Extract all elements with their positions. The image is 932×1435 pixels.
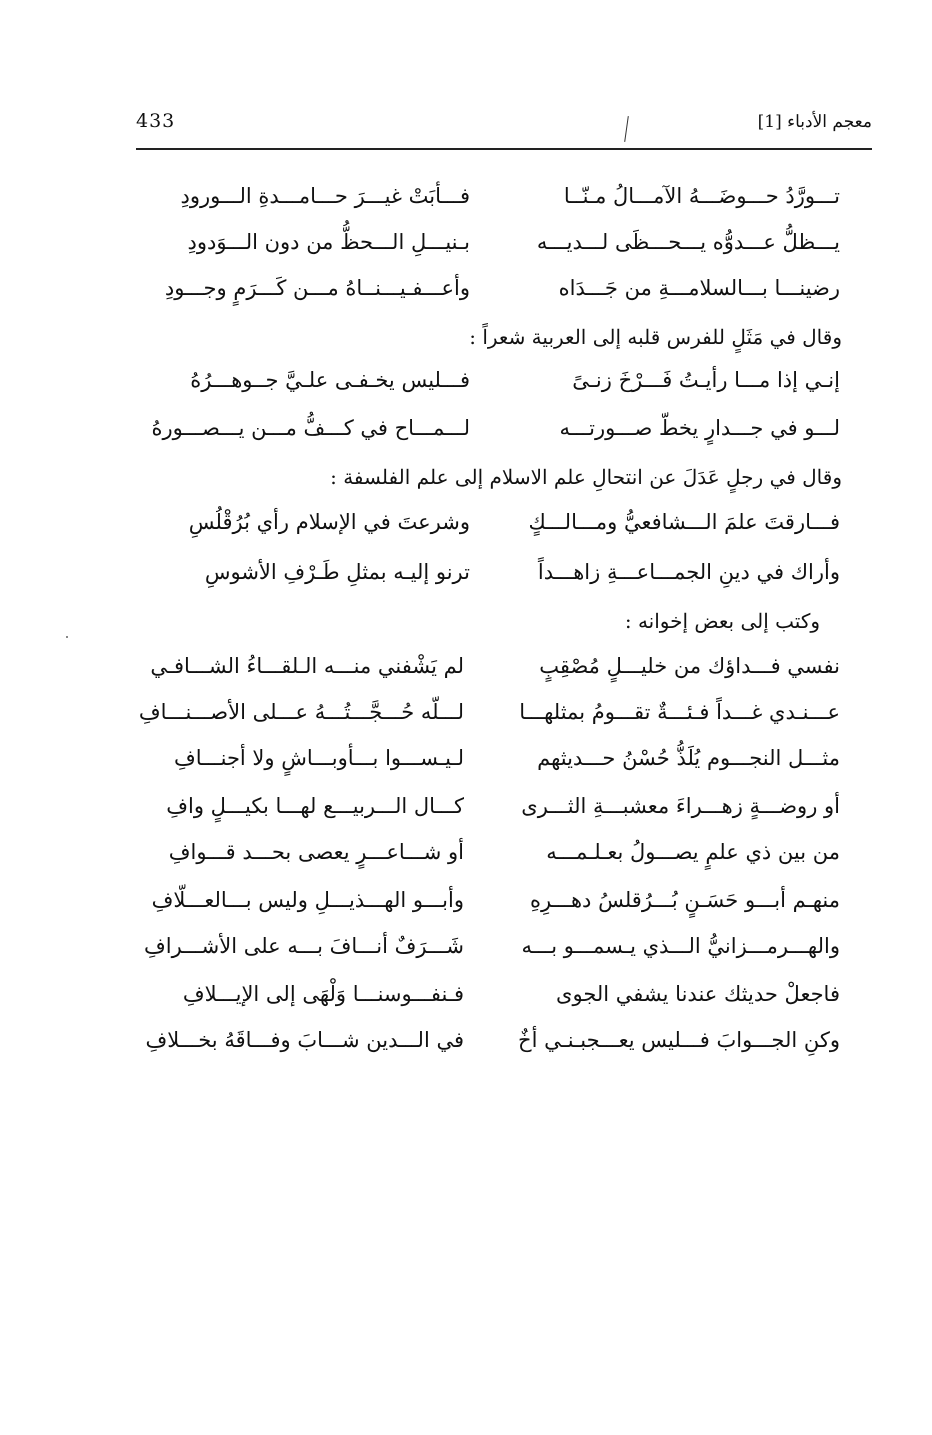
- page-header: [136, 108, 872, 150]
- scan-tick-mark: [624, 116, 629, 142]
- verse-first-hemistich: تـــورَّدُ حـــوضَـــهُ الآمـــالُ مـنّــا: [563, 184, 840, 208]
- verse-line: [0, 367, 932, 397]
- verse-second-hemistich: وأبـــو الهـــذيـــلِ وليس بـــالعـــلّافِ: [151, 888, 464, 912]
- verse-line: [0, 793, 932, 823]
- running-head: معجم الأدباء [1]: [757, 112, 872, 132]
- page-number: 433: [136, 110, 176, 132]
- verse-first-hemistich: أو روضـــةٍ زهـــراءَ معشبـــةِ الثـــرى: [521, 794, 840, 818]
- verse-first-hemistich: إنـي إذا مـــا رأيـتُ فَـــرْخَ زنـىً: [572, 368, 840, 392]
- verse-line: [0, 933, 932, 963]
- verse-second-hemistich: ترنو إليـه بمثلِ طَـرْفِ الأشوسِ: [204, 560, 470, 584]
- verse-first-hemistich: من بين ذي علمٍ يصـــولُ بعـلـمـــه: [546, 840, 840, 864]
- verse-first-hemistich: فـــارقتَ علمَ الـــشافعيُّ ومـــالـــكٍ: [528, 510, 840, 534]
- verse-second-hemistich: وشرعتَ في الإسلام رأي بُرُقْلُسِ: [188, 510, 470, 534]
- verse-line: [0, 275, 932, 305]
- verse-second-hemistich: فـــأبَتْ غيـــرَ حـــامـــدةِ الـــورودِ: [180, 184, 470, 208]
- verse-second-hemistich: كـــال الـــربيـــع لهـــا بكيـــلٍ وافِ: [166, 794, 464, 818]
- verse-first-hemistich: والهـــرمـــزانيُّ الـــذي يـسمـــو بـــه: [521, 934, 840, 958]
- verse-second-hemistich: في الـــدين شـــابَ وفـــاقَهُ بخـــلافِ: [145, 1028, 464, 1052]
- verse-first-hemistich: فاجعلْ حديثك عندنا يشفي الجوى: [556, 982, 840, 1006]
- verse-first-hemistich: رضينـــا بـــالسلامـــةِ من جَـــدَاه: [558, 276, 840, 300]
- verse-line: [0, 509, 932, 539]
- verse-first-hemistich: نفسي فـــداؤك من خليـــلٍ مُصْقِبٍ: [539, 654, 840, 678]
- verse-line: [0, 745, 932, 775]
- verse-line: [0, 653, 932, 683]
- verse-second-hemistich: لم يَشْفني منـــه الـلقـــاءُ الشـــافـي: [150, 654, 464, 678]
- verse-second-hemistich: لـيـســـوا بـــأوبـــاشٍ ولا أجنـــافِ: [173, 746, 464, 770]
- prose-line: وقال في مَثَلٍ للفرس قلبه إلى العربية شعراً :: [469, 325, 842, 349]
- verse-line: [0, 229, 932, 259]
- verse-line: [0, 1027, 932, 1057]
- verse-line: [0, 887, 932, 917]
- verse-line: [0, 559, 932, 589]
- verse-first-hemistich: وكنِ الجـــوابَ فـــليس يعـــجبـنـي أخٌ: [518, 1028, 840, 1052]
- verse-line: [0, 415, 932, 445]
- verse-second-hemistich: أو شـــاعـــرٍ يعصى بحـــد قـــوافِ: [168, 840, 464, 864]
- verse-first-hemistich: يـــظلُّ عـــدوُّه يـــحـــظَى لـــديـــه: [536, 230, 840, 254]
- verse-second-hemistich: لـــمـــاح في كـــفُّ مـــن يـــصـــورهُ: [151, 416, 470, 440]
- verse-first-hemistich: منهـم أبـــو حَسَـنٍ بُـــرُقلسُ دهـــرِهِ: [529, 888, 840, 912]
- verse-line: [0, 839, 932, 869]
- verse-first-hemistich: وأراك في دينِ الجمـــاعـــةِ زاهـــداً: [537, 560, 840, 584]
- verse-line: [0, 699, 932, 729]
- verse-second-hemistich: بـنيـــلِ الـــحظُّ من دون الـــوَدودِ: [187, 230, 470, 254]
- verse-line: [0, 183, 932, 213]
- verse-second-hemistich: شَـــرَفٌ أنـــافَ بـــه على الأشـــرافِ: [143, 934, 464, 958]
- verse-second-hemistich: لـــلّه حُـــجَّـــتُـــهُ عـــلى الأصـــنـــافِ: [138, 700, 464, 724]
- verse-first-hemistich: لـــو في جـــدارٍ يخطّ صـــورتـــه: [559, 416, 840, 440]
- verse-first-hemistich: عـــنـدي غـــداً فـئـــةٌ تقـــومُ بمثلهـــا: [519, 700, 840, 724]
- verse-second-hemistich: فـــليس يخـفـى علـيَّ جــوهـــرُهُ: [190, 368, 470, 392]
- prose-line: وكتب إلى بعض إخوانه :: [624, 609, 820, 633]
- verse-line: [0, 981, 932, 1011]
- verse-first-hemistich: مثـــل النجـــوم يُلَذُّ حُسْنُ حـــديثهم: [537, 746, 840, 770]
- prose-line: وقال في رجلٍ عَدَلَ عن انتحالِ علم الاسلام إلى علم الفلسفة :: [330, 465, 842, 489]
- scan-speck: [66, 636, 68, 638]
- verse-second-hemistich: فـنفـــوسنـــا وَلْهَى إلى الإيـــلافِ: [182, 982, 464, 1006]
- verse-second-hemistich: وأعـــفـيـــنــاهُ مـــن كَـــرَمٍ وجـــودِ: [164, 276, 470, 300]
